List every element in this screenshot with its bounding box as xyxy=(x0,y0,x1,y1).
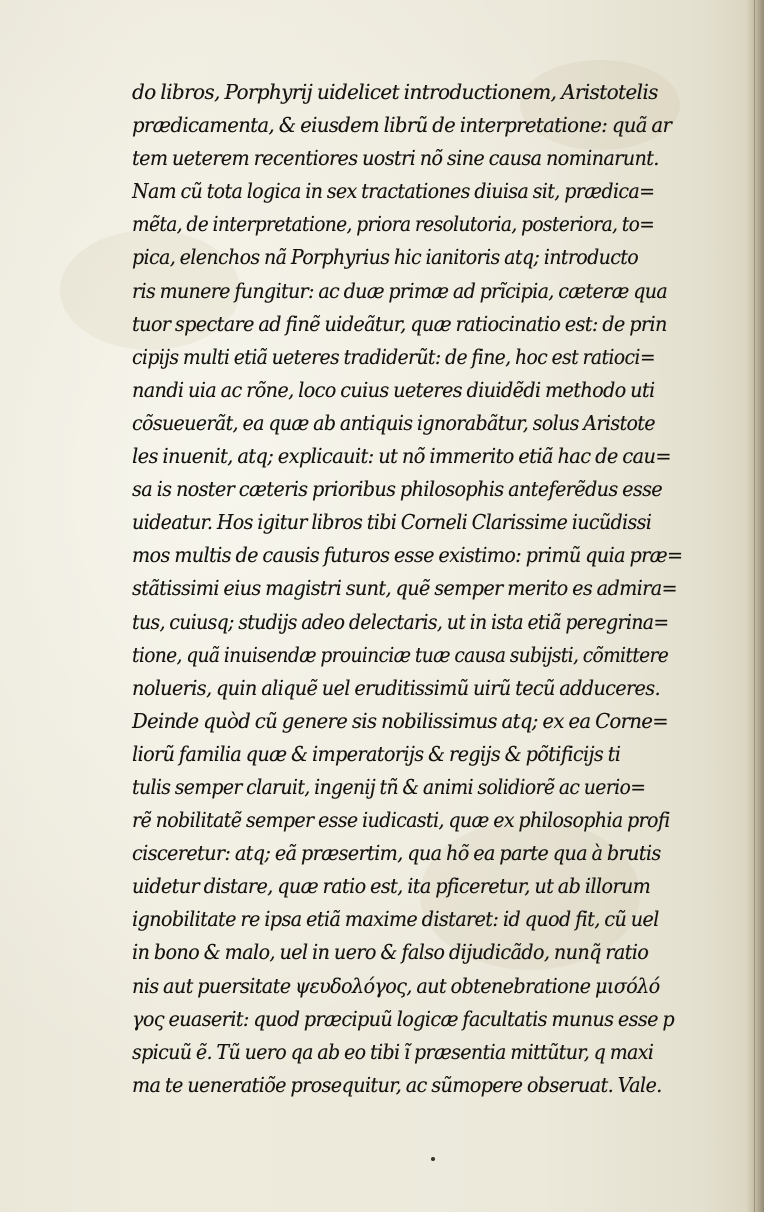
page-edge xyxy=(754,0,755,1212)
text-line: tione, quã inuisendæ prouinciæ tuæ causa subijsti, cõmittere xyxy=(132,642,669,667)
text-line: Deinde quòd cũ genere sis nobilissimus atq; ex ea Corne= xyxy=(132,708,668,733)
text-line: uideatur. Hos igitur libros tibi Corneli Clarissime iucũdissi xyxy=(132,510,652,535)
text-line: uidetur distare, quæ ratio est, ita pficeretur, ut ab illorum xyxy=(132,874,651,899)
text-line: tem ueterem recentiores uostri nõ sine causa nominarunt. xyxy=(132,146,659,171)
text-line: in bono & malo, uel in uero & falso dijudicãdo, nunq̃ ratio xyxy=(132,940,649,965)
text-block xyxy=(132,76,712,1102)
text-line: cõsueuerãt, ea quæ ab antiquis ignorabãtur, solus Aristote xyxy=(132,410,655,435)
text-line: ris munere fungitur: ac duæ primæ ad prĩcipia, cæteræ qua xyxy=(132,278,668,303)
text-line: Nam cũ tota logica in sex tractationes diuisa sit, prædica= xyxy=(132,179,655,204)
text-line: tuor spectare ad finẽ uideãtur, quæ ratiocinatio est: de prin xyxy=(132,311,667,336)
text-line: nis aut puersitate ψευδολόγος, aut obtenebratione μισόλό xyxy=(132,973,660,998)
text-line: rẽ nobilitatẽ semper esse iudicasti, quæ ex philosophia profi xyxy=(132,808,670,833)
text-line: nolueris, quin aliquẽ uel eruditissimũ uirũ tecũ adduceres. xyxy=(132,675,660,700)
text-line: mos multis de causis futuros esse existimo: primũ quia præ= xyxy=(132,543,683,568)
text-line: ignobilitate re ipsa etiã maxime distaret: id quod fit, cũ uel xyxy=(132,907,659,932)
text-line: les inuenit, atq; explicauit: ut nõ immerito etiã hac de cau= xyxy=(132,444,671,469)
text-line: γος euaserit: quod præcipuũ logicæ facultatis munus esse p xyxy=(132,1006,675,1031)
text-line: tus, cuiusq; studijs adeo delectaris, ut in ista etiã peregrina= xyxy=(132,609,669,634)
ink-dot xyxy=(431,1157,435,1161)
text-line: cipijs multi etiã ueteres tradiderũt: de fine, hoc est ratioci= xyxy=(132,344,655,369)
text-line: nandi uia ac rõne, loco cuius ueteres diuidẽdi methodo uti xyxy=(132,377,655,402)
text-line: pica, elenchos nã Porphyrius hic ianitoris atq; introducto xyxy=(132,245,639,270)
text-line: prædicamenta, & eiusdem librũ de interpretatione: quã ar xyxy=(132,113,672,138)
text-line: stãtissimi eius magistri sunt, quẽ semper merito es admira= xyxy=(132,576,677,601)
text-line: tulis semper claruit, ingenij tñ & animi solidiorẽ ac uerio= xyxy=(132,774,646,799)
text-line: spicuũ ẽ. Tũ uero qa ab eo tibi ĩ præsentia mittũtur, q maxi xyxy=(132,1039,654,1064)
text-line: cisceretur: atq; eã præsertim, qua hõ ea parte qua à brutis xyxy=(132,841,661,866)
text-line: ma te ueneratiõe prosequitur, ac sũmopere obseruat. Vale. xyxy=(132,1072,662,1097)
page-gutter-shadow xyxy=(746,0,764,1212)
text-line: liorũ familia quæ & imperatorijs & regijs & põtificijs ti xyxy=(132,741,621,766)
text-line: sa is noster cæteris prioribus philosophis anteferẽdus esse xyxy=(132,477,663,502)
text-line: mẽta, de interpretatione, priora resolutoria, posteriora, to= xyxy=(132,212,655,237)
text-line: do libros, Porphyrij uidelicet introductionem, Aristotelis xyxy=(132,80,658,104)
